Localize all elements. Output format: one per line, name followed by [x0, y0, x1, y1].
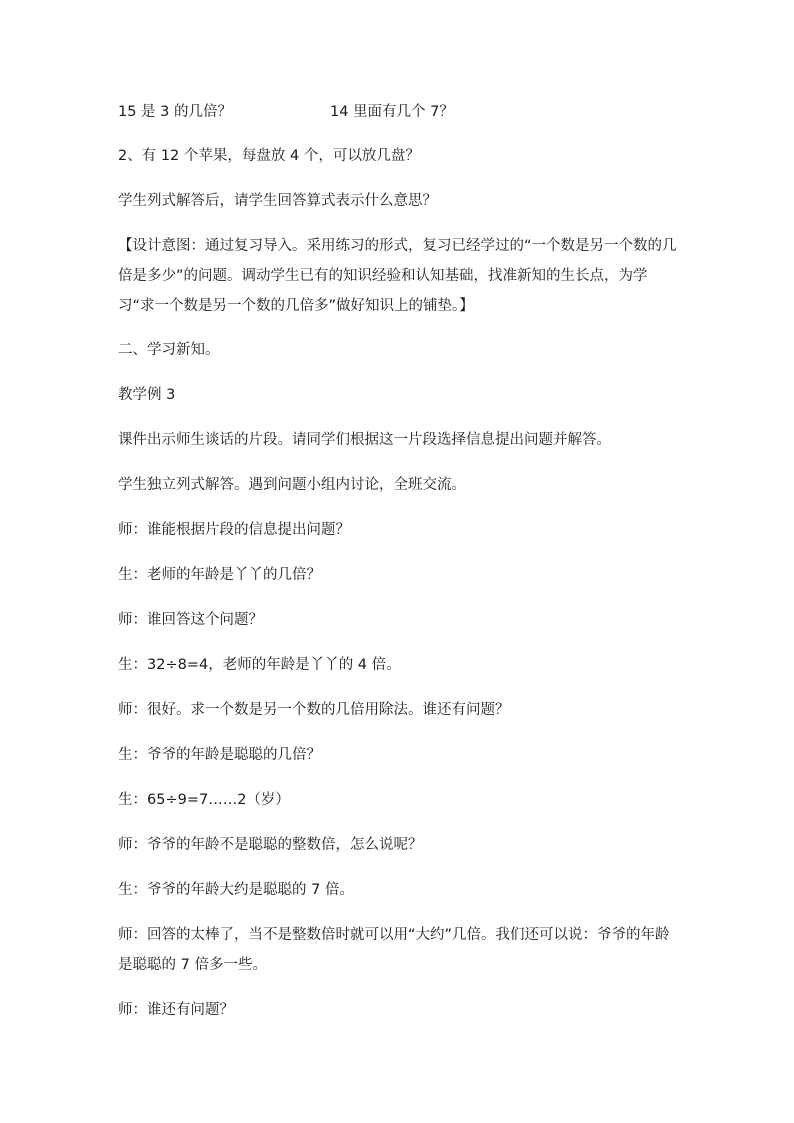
- dialogue-line: 生：老师的年龄是丫丫的几倍？: [118, 567, 321, 583]
- review-question-15-times-3: 15 是 3 的几倍？: [118, 104, 233, 120]
- review-question-14-contains-7: 14 里面有几个 7？: [330, 104, 454, 120]
- dialogue-line: 生：32÷8=4，老师的年龄是丫丫的 4 倍。: [118, 657, 401, 673]
- dialogue-line: 师：谁能根据片段的信息提出问题？: [118, 522, 350, 538]
- dialogue-line: 师：很好。求一个数是另一个数的几倍用除法。谁还有问题？: [118, 702, 510, 718]
- section-heading: 二、学习新知。: [118, 342, 220, 358]
- dialogue-line: 生：爷爷的年龄大约是聪聪的 7 倍。: [118, 882, 354, 898]
- dialogue-line: 生：65÷9=7……2（岁）: [118, 792, 290, 808]
- independent-work-instruction: 学生独立列式解答。遇到问题小组内讨论，全班交流。: [118, 477, 466, 493]
- dialogue-line: 师：谁还有问题？: [118, 1002, 234, 1018]
- courseware-instruction: 课件出示师生谈话的片段。请同学们根据这一片段选择信息提出问题并解答。: [118, 432, 611, 448]
- dialogue-line: 生：爷爷的年龄是聪聪的几倍？: [118, 747, 321, 763]
- dialogue-line: 师：回答的太棒了，当不是整数倍时就可以用“大约”几倍。我们还可以说：爷爷的年龄是聪聪的 7 倍多一些。: [118, 927, 670, 973]
- student-answer-prompt: 学生列式解答后，请学生回答算式表示什么意思？: [118, 193, 437, 209]
- design-intent-paragraph: 【设计意图：通过复习导入。采用练习的形式，复习已经学过的“一个数是另一个数的几倍是多少”的问题。调动学生已有的知识经验和认知基础，找准新知的生长点，为学习“求一个数是另一个数的几倍多”做好知识上的铺垫。】: [118, 238, 677, 314]
- example-title: 教学例 3: [118, 387, 176, 403]
- dialogue-line: 师：爷爷的年龄不是聪聪的整数倍，怎么说呢？: [118, 837, 423, 853]
- review-question-apples: 2、有 12 个苹果，每盘放 4 个，可以放几盘？: [118, 148, 420, 164]
- dialogue-line: 师：谁回答这个问题？: [118, 612, 263, 628]
